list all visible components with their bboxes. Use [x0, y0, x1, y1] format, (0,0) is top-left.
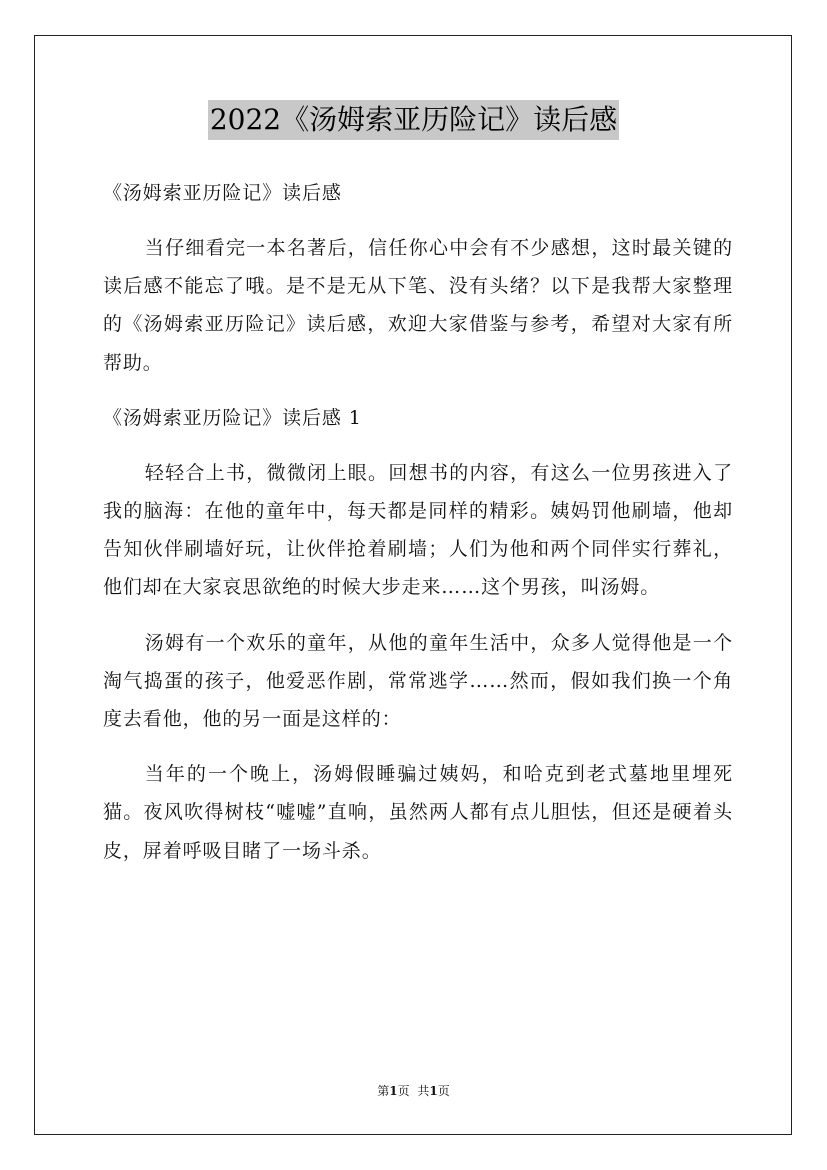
total-prefix: 共: [417, 1084, 430, 1098]
subheading-essay-1: 《汤姆索亚历险记》读后感 1: [103, 406, 362, 429]
total-pages: 1: [429, 1084, 438, 1098]
total-suffix: 页: [437, 1084, 450, 1098]
page-suffix: 页: [397, 1084, 410, 1098]
body-paragraph: 轻轻合上书，微微闭上眼。回想书的内容，有这么一位男孩进入了我的脑海：在他的童年中，每天都是同样的精彩。姨妈罚他刷墙，他却告知伙伴刷墙好玩，让伙伴抢着刷墙；人们为他和两个同伴实行葬礼，他们却在大家哀思欲绝的时候大步走来……这个男孩，叫汤姆。: [103, 461, 733, 599]
title-container: [0, 100, 827, 140]
intro-paragraph: 当仔细看完一本名著后，信任你心中会有不少感想，这时最关键的读后感不能忘了哦。是不是无从下笔、没有头绪？以下是我帮大家整理的《汤姆索亚历险记》读后感，欢迎大家借鉴与参考，希望对大家有所帮助。: [103, 237, 733, 374]
document-title: 2022《汤姆索亚历险记》读后感: [208, 100, 619, 140]
body-paragraph: 汤姆有一个欢乐的童年，从他的童年生活中，众多人觉得他是一个淘气捣蛋的孩子，他爱恶作剧，常常逃学……然而，假如我们换一个角度去看他，他的另一面是这样的：: [103, 631, 733, 731]
subheading: 《汤姆索亚历险记》读后感: [103, 182, 342, 204]
page-footer: [0, 1083, 827, 1099]
body-paragraph: 当年的一个晚上，汤姆假睡骗过姨妈，和哈克到老式墓地里埋死猫。夜风吹得树枝“嘘嘘”直响，虽然两人都有点儿胆怯，但还是硬着头皮，屏着呼吸目睹了一场斗杀。: [103, 763, 733, 862]
page-prefix: 第: [377, 1084, 390, 1098]
page-number: 1: [389, 1084, 398, 1098]
document-body: [103, 174, 733, 887]
